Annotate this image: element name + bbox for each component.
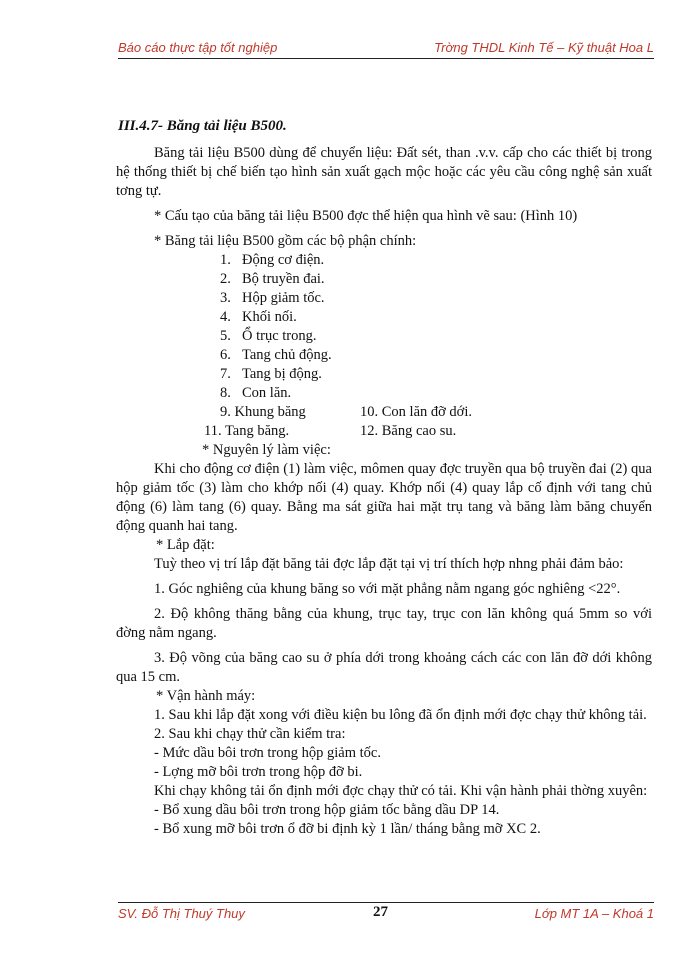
page-footer — [118, 906, 654, 926]
page-body — [116, 117, 652, 839]
part-item — [220, 365, 652, 384]
principle-title: * Nguyên lý làm việc: — [202, 442, 331, 458]
part-number: 7. — [220, 366, 231, 382]
page-number: 27 — [373, 904, 388, 920]
part-item — [220, 251, 652, 270]
part-label: Ổ trục trong. — [242, 328, 317, 344]
maintenance-item-2: - Bổ xung mỡ bôi trơn ổ đỡ bi định kỳ 1 lần/ tháng bằng mỡ XC 2. — [154, 821, 541, 837]
load-run-paragraph: Khi chạy không tải ổn định mới đợc chạy thử có tải. Khi vận hành phải thờng xuyên: — [154, 783, 648, 799]
footer-student-name: SV. Đỗ Thị Thuý Thuy — [118, 906, 245, 921]
part-number: 5. — [220, 328, 231, 344]
maintenance-item-1: - Bổ xung dầu bôi trơn trong hộp giảm tốc bằng dầu DP 14. — [154, 802, 500, 818]
header-report-title: Báo cáo thực tập tốt nghiệp — [118, 40, 278, 55]
structure-note: * Cấu tạo của băng tải liệu B500 đợc thể hiện qua hình vẽ sau: (Hình 10) — [154, 208, 578, 224]
part-item — [220, 327, 652, 346]
install-title: * Lắp đặt: — [156, 537, 215, 553]
part-number: 6. — [220, 347, 231, 363]
part-label: Bộ truyền đai. — [242, 271, 325, 287]
part-item — [220, 289, 652, 308]
header-school-name: Trờng THDL Kinh Tế – Kỹ thuật Hoa L — [434, 40, 654, 55]
part-label: Tang bị động. — [242, 366, 322, 382]
page-header — [118, 38, 654, 58]
footer-class: Lớp MT 1A – Khoá 1 — [534, 906, 654, 921]
part-9: 9. Khung băng — [220, 404, 306, 420]
part-11: 11. Tang băng. — [204, 423, 290, 439]
parts-intro: * Băng tải liệu B500 gồm các bộ phận chính: — [154, 233, 417, 249]
part-number: 3. — [220, 290, 231, 306]
part-10: 10. Con lăn đỡ dới. — [360, 404, 472, 420]
part-item — [220, 384, 652, 403]
part-item — [220, 270, 652, 289]
operate-title: * Vận hành máy: — [156, 688, 256, 704]
part-label: Động cơ điện. — [242, 252, 325, 268]
part-item — [220, 346, 652, 365]
parts-row-9-10 — [116, 403, 652, 422]
intro-paragraph: Băng tải liệu B500 dùng để chuyển liệu: Đất sét, than .v.v. cấp cho các thiết bị trong hệ thống thiết bị chế biến tạo hình sản xuất gạch mộc hoặc các yêu cầu công nghệ sản xuất tơng tự. — [116, 145, 652, 199]
install-item-1: 1. Góc nghiêng của khung băng so với mặt phẳng nằm ngang góc nghiêng <22°. — [154, 581, 621, 597]
install-item-3: 3. Độ võng của băng cao su ở phía dới trong khoảng cách các con lăn đỡ dới không qua 15 cm. — [116, 650, 652, 685]
parts-list — [220, 251, 652, 403]
part-number: 1. — [220, 252, 231, 268]
install-item-2: 2. Độ không thăng bằng của khung, trục tay, trục con lăn không quá 5mm so với đờng nằm ngang. — [116, 606, 652, 641]
operate-item-2: 2. Sau khi chạy thử cần kiểm tra: — [154, 726, 346, 742]
check-item-1: - Mức dầu bôi trơn trong hộp giảm tốc. — [154, 745, 381, 761]
part-label: Tang chủ động. — [242, 347, 332, 363]
part-label: Con lăn. — [242, 385, 292, 401]
operate-item-1: 1. Sau khi lắp đặt xong với điều kiện bu lông đã ổn định mới đợc chạy thử không tải. — [154, 707, 647, 723]
part-12: 12. Băng cao su. — [360, 423, 457, 439]
install-intro: Tuỳ theo vị trí lắp đặt băng tải đợc lắp đặt tại vị trí thích hợp nhng phải đảm bảo: — [154, 556, 624, 572]
parts-row-11-12 — [116, 422, 652, 441]
check-item-2: - Lợng mỡ bôi trơn trong hộp đỡ bi. — [154, 764, 363, 780]
part-number: 2. — [220, 271, 231, 287]
part-item — [220, 308, 652, 327]
header-divider — [118, 58, 654, 59]
principle-paragraph: Khi cho động cơ điện (1) làm việc, mômen quay đợc truyền qua bộ truyền đai (2) qua hộp giảm tốc (3) làm cho khớp nối (4) quay. Khớp nối (4) quay lắp cố định với tang chủ động (6) làm tang (6) quay. Bằng ma sát giữa hai mặt trụ tang và băng làm băng chuyển động quanh hai tang. — [116, 461, 652, 534]
part-label: Hộp giảm tốc. — [242, 290, 325, 306]
part-label: Khối nối. — [242, 309, 297, 325]
part-number: 4. — [220, 309, 231, 325]
footer-divider — [118, 902, 654, 903]
section-heading: III.4.7- Băng tải liệu B500. — [118, 118, 287, 134]
part-number: 8. — [220, 385, 231, 401]
